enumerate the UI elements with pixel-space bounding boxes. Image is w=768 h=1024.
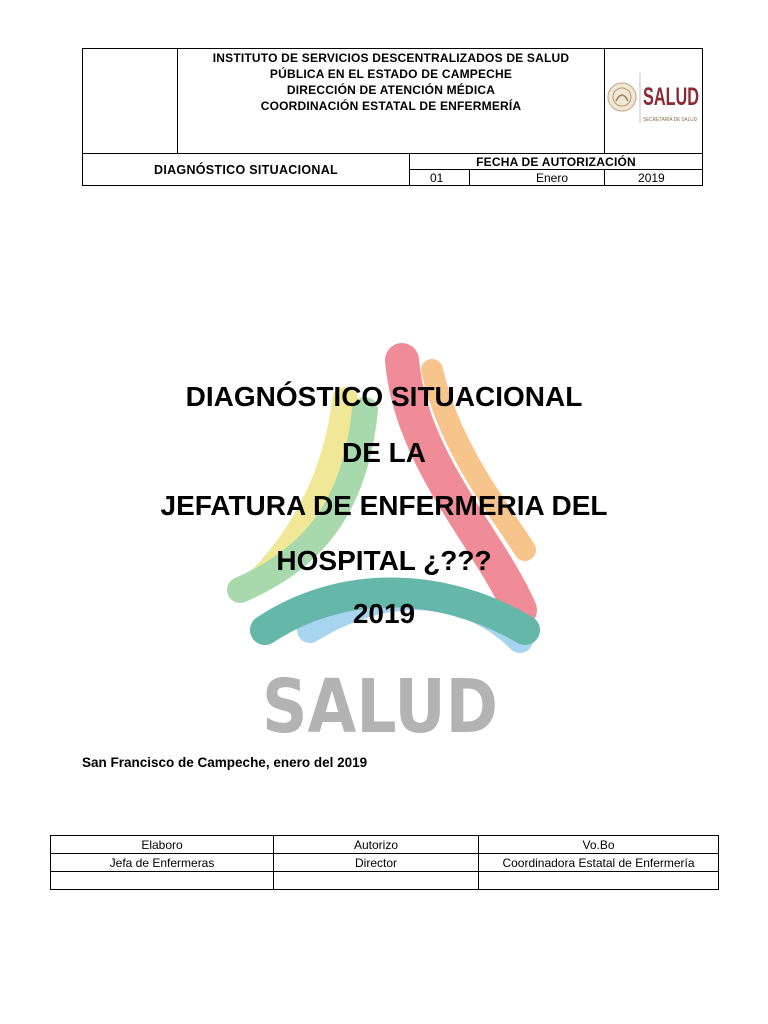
watermark-wordmark: SALUD <box>262 664 498 750</box>
sig-role-vobo: Coordinadora Estatal de Enfermería <box>479 854 719 872</box>
document-header <box>82 48 706 186</box>
institution-line: COORDINACIÓN ESTATAL DE ENFERMERÍA <box>260 99 522 113</box>
sig-header-elaboro: Elaboro <box>51 836 274 854</box>
place-and-date: San Francisco de Campeche, enero del 2019 <box>82 755 368 770</box>
title-line-4: HOSPITAL ¿??? <box>276 545 492 576</box>
auth-date-label: FECHA DE AUTORIZACIÓN <box>410 154 703 170</box>
institution-line: DIRECCIÓN DE ATENCIÓN MÉDICA <box>286 83 496 97</box>
sig-header-vobo: Vo.Bo <box>479 836 719 854</box>
logo-subtext: SECRETARÍA DE SALUD <box>642 116 706 123</box>
sig-header-autorizo: Autorizo <box>274 836 479 854</box>
institution-line: INSTITUTO DE SERVICIOS DESCENTRALIZADOS DE SALUD <box>212 51 570 65</box>
logo-wordmark: SALUD <box>642 82 699 111</box>
sig-blank-cell <box>51 872 274 890</box>
institution-line: PÚBLICA EN EL ESTADO DE CAMPECHE <box>269 67 513 81</box>
auth-year: 2019 <box>605 170 703 186</box>
title-line-2: DE LA <box>342 437 426 468</box>
salud-logo <box>605 49 706 154</box>
table-row <box>51 836 719 854</box>
title-line-3: JEFATURA DE ENFERMERIA DEL <box>160 490 608 521</box>
institution-block <box>178 49 605 154</box>
table-row <box>51 872 719 890</box>
header-blank-cell <box>83 49 178 154</box>
doc-type-label: DIAGNÓSTICO SITUACIONAL <box>83 154 410 186</box>
title-line-5: 2019 <box>352 598 416 629</box>
sig-blank-cell <box>274 872 479 890</box>
mexico-seal-logo-icon <box>606 59 706 139</box>
auth-day: 01 <box>410 170 470 186</box>
auth-month: Enero <box>470 170 605 186</box>
table-row <box>51 854 719 872</box>
signature-table <box>50 835 719 890</box>
sig-blank-cell <box>479 872 719 890</box>
title-line-1: DIAGNÓSTICO SITUACIONAL <box>185 381 583 412</box>
sig-role-elaboro: Jefa de Enfermeras <box>51 854 274 872</box>
sig-role-autorizo: Director <box>274 854 479 872</box>
